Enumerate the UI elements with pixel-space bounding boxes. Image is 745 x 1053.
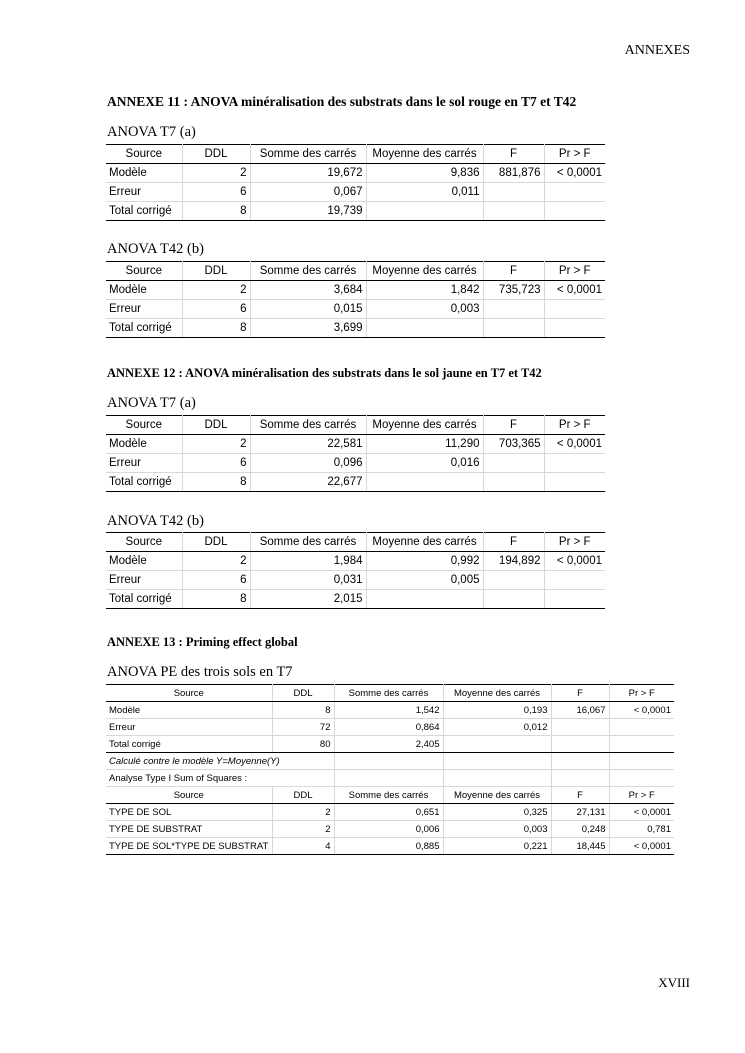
column-header: F — [551, 787, 609, 804]
column-header: F — [483, 145, 544, 164]
table-cell: 1,542 — [334, 702, 443, 719]
column-header: Source — [106, 262, 182, 281]
table-cell: TYPE DE SOL*TYPE DE SUBSTRAT — [106, 838, 272, 855]
column-header: DDL — [182, 262, 250, 281]
table-cell: 1,842 — [366, 281, 483, 300]
table-row — [106, 281, 605, 300]
column-header: Somme des carrés — [334, 685, 443, 702]
table-cell: 6 — [182, 300, 250, 319]
table-row — [106, 164, 605, 183]
table-cell: 80 — [272, 736, 334, 753]
table-cell — [483, 300, 544, 319]
table-row — [106, 435, 605, 454]
table-row — [106, 736, 674, 753]
table-row — [106, 753, 674, 770]
table-cell: 0,864 — [334, 719, 443, 736]
table-cell: 6 — [182, 571, 250, 590]
table-cell: < 0,0001 — [544, 164, 605, 183]
table-cell: 8 — [182, 590, 250, 609]
table-cell: 22,677 — [250, 473, 366, 492]
table-header-row — [106, 685, 674, 702]
table-cell — [366, 473, 483, 492]
column-header: Source — [106, 685, 272, 702]
table-row — [106, 719, 674, 736]
table-cell: 8 — [182, 319, 250, 338]
table-cell: TYPE DE SOL — [106, 804, 272, 821]
table-cell: 0,015 — [250, 300, 366, 319]
table-cell — [443, 753, 551, 770]
table-cell: Total corrigé — [106, 736, 272, 753]
table-cell: 0,651 — [334, 804, 443, 821]
column-header: DDL — [182, 533, 250, 552]
table-cell — [609, 753, 674, 770]
column-header: Somme des carrés — [250, 533, 366, 552]
column-header: Source — [106, 416, 182, 435]
table-cell — [483, 473, 544, 492]
table-cell: 3,684 — [250, 281, 366, 300]
table-cell: 19,739 — [250, 202, 366, 221]
table-cell: 19,672 — [250, 164, 366, 183]
table-cell: 194,892 — [483, 552, 544, 571]
table-row — [106, 473, 605, 492]
table-cell — [544, 319, 605, 338]
column-header: DDL — [182, 416, 250, 435]
table-cell: 0,003 — [443, 821, 551, 838]
table-cell: 8 — [272, 702, 334, 719]
annexe-12-table-a-title: ANOVA T7 (a) — [107, 395, 196, 411]
table-cell: 11,290 — [366, 435, 483, 454]
table-cell: 16,067 — [551, 702, 609, 719]
table-cell — [551, 770, 609, 787]
table-note: Analyse Type I Sum of Squares : — [106, 770, 334, 787]
table-cell: Modèle — [106, 281, 182, 300]
table-row — [106, 454, 605, 473]
table-cell — [334, 770, 443, 787]
column-header: Source — [106, 787, 272, 804]
column-header: F — [483, 262, 544, 281]
table-cell — [443, 736, 551, 753]
table-row — [106, 590, 605, 609]
table-cell — [551, 753, 609, 770]
table-cell: 3,699 — [250, 319, 366, 338]
table-cell: 2 — [272, 804, 334, 821]
table-cell: 0,193 — [443, 702, 551, 719]
table-cell: 0,031 — [250, 571, 366, 590]
table-cell: 0,012 — [443, 719, 551, 736]
table-cell — [483, 454, 544, 473]
table-cell: 72 — [272, 719, 334, 736]
table-cell — [551, 736, 609, 753]
table-row — [106, 552, 605, 571]
table-cell: Modèle — [106, 702, 272, 719]
column-header: F — [551, 685, 609, 702]
table-cell — [366, 202, 483, 221]
annexe-12-table-b-title: ANOVA T42 (b) — [107, 513, 204, 529]
table-cell: 0,005 — [366, 571, 483, 590]
table-cell: 2,015 — [250, 590, 366, 609]
table-cell — [483, 183, 544, 202]
table-cell — [544, 300, 605, 319]
table-cell: Total corrigé — [106, 590, 182, 609]
table-cell: < 0,0001 — [544, 552, 605, 571]
table-cell: < 0,0001 — [609, 702, 674, 719]
column-header: F — [483, 416, 544, 435]
annexe-13-heading: ANNEXE 13 : Priming effect global — [107, 635, 298, 649]
table-cell: 0,325 — [443, 804, 551, 821]
column-header: Somme des carrés — [250, 145, 366, 164]
table-cell: Modèle — [106, 552, 182, 571]
table-cell: < 0,0001 — [544, 435, 605, 454]
column-header: DDL — [272, 685, 334, 702]
table-cell: 0,248 — [551, 821, 609, 838]
column-header: Pr > F — [609, 685, 674, 702]
table-cell: Total corrigé — [106, 473, 182, 492]
table-cell: 27,131 — [551, 804, 609, 821]
table-cell — [544, 473, 605, 492]
table-row — [106, 183, 605, 202]
table-cell: 881,876 — [483, 164, 544, 183]
table-row — [106, 804, 674, 821]
annexe-11-heading: ANNEXE 11 : ANOVA minéralisation des substrats dans le sol rouge en T7 et T42 — [107, 94, 577, 109]
annexe-11-table-a — [106, 144, 605, 221]
table-cell: 2 — [272, 821, 334, 838]
table-cell: 0,003 — [366, 300, 483, 319]
table-cell — [609, 736, 674, 753]
column-header: Somme des carrés — [250, 416, 366, 435]
table-cell: 8 — [182, 202, 250, 221]
table-row — [106, 300, 605, 319]
table-cell: Modèle — [106, 164, 182, 183]
table-cell: 2 — [182, 281, 250, 300]
table-cell: < 0,0001 — [544, 281, 605, 300]
table-header-row — [106, 416, 605, 435]
column-header: Source — [106, 145, 182, 164]
table-cell — [366, 590, 483, 609]
table-cell — [366, 319, 483, 338]
table-cell — [483, 571, 544, 590]
table-header-row — [106, 787, 674, 804]
annexe-12-table-a — [106, 415, 605, 492]
table-cell: 0,067 — [250, 183, 366, 202]
column-header: Pr > F — [544, 533, 605, 552]
table-cell — [483, 202, 544, 221]
table-cell — [544, 202, 605, 221]
table-cell: 1,984 — [250, 552, 366, 571]
column-header: Somme des carrés — [334, 787, 443, 804]
table-note: Calculé contre le modèle Y=Moyenne(Y) — [106, 753, 334, 770]
table-cell: TYPE DE SUBSTRAT — [106, 821, 272, 838]
table-cell: Erreur — [106, 300, 182, 319]
table-cell — [544, 454, 605, 473]
table-cell: 703,365 — [483, 435, 544, 454]
table-row — [106, 202, 605, 221]
table-cell: Erreur — [106, 719, 272, 736]
column-header: DDL — [182, 145, 250, 164]
column-header: Pr > F — [544, 416, 605, 435]
table-cell: < 0,0001 — [609, 838, 674, 855]
table-row — [106, 838, 674, 855]
table-cell: 2,405 — [334, 736, 443, 753]
column-header: F — [483, 533, 544, 552]
table-cell: 0,885 — [334, 838, 443, 855]
table-cell: 2 — [182, 435, 250, 454]
table-cell — [483, 590, 544, 609]
column-header: Somme des carrés — [250, 262, 366, 281]
table-cell — [483, 319, 544, 338]
table-cell: 0,011 — [366, 183, 483, 202]
table-cell — [544, 183, 605, 202]
column-header: DDL — [272, 787, 334, 804]
annexe-12-heading: ANNEXE 12 : ANOVA minéralisation des substrats dans le sol jaune en T7 et T42 — [107, 366, 542, 380]
table-cell: 8 — [182, 473, 250, 492]
table-row — [106, 770, 674, 787]
table-row — [106, 702, 674, 719]
table-cell: 6 — [182, 454, 250, 473]
table-cell: 0,992 — [366, 552, 483, 571]
table-row — [106, 571, 605, 590]
table-row — [106, 319, 605, 338]
table-cell — [544, 590, 605, 609]
table-cell — [609, 770, 674, 787]
table-header-row — [106, 262, 605, 281]
table-cell: 22,581 — [250, 435, 366, 454]
annexe-11-table-b — [106, 261, 605, 338]
table-cell: 0,016 — [366, 454, 483, 473]
table-header-row — [106, 145, 605, 164]
column-header: Moyenne des carrés — [366, 262, 483, 281]
table-cell: < 0,0001 — [609, 804, 674, 821]
table-cell: 2 — [182, 552, 250, 571]
table-cell: 735,723 — [483, 281, 544, 300]
table-cell: 18,445 — [551, 838, 609, 855]
column-header: Moyenne des carrés — [443, 685, 551, 702]
table-cell — [551, 719, 609, 736]
page-number: XVIII — [658, 975, 690, 990]
table-cell: Modèle — [106, 435, 182, 454]
table-cell — [334, 753, 443, 770]
column-header: Moyenne des carrés — [443, 787, 551, 804]
column-header: Source — [106, 533, 182, 552]
table-cell: 0,006 — [334, 821, 443, 838]
table-cell — [443, 770, 551, 787]
table-row — [106, 821, 674, 838]
annexe-12-table-b — [106, 532, 605, 609]
table-header-row — [106, 533, 605, 552]
annexe-13-table — [106, 684, 674, 855]
page-header: ANNEXES — [624, 43, 690, 58]
table-cell: 0,096 — [250, 454, 366, 473]
column-header: Moyenne des carrés — [366, 416, 483, 435]
annexe-11-table-a-title: ANOVA T7 (a) — [107, 124, 196, 140]
table-cell — [609, 719, 674, 736]
annexe-13-title: ANOVA PE des trois sols en T7 — [107, 664, 293, 680]
table-cell: Erreur — [106, 183, 182, 202]
column-header: Moyenne des carrés — [366, 533, 483, 552]
table-cell: Total corrigé — [106, 319, 182, 338]
column-header: Pr > F — [544, 145, 605, 164]
table-cell: 2 — [182, 164, 250, 183]
table-cell: Erreur — [106, 571, 182, 590]
annexe-11-table-b-title: ANOVA T42 (b) — [107, 241, 204, 257]
table-cell: Erreur — [106, 454, 182, 473]
table-cell: 4 — [272, 838, 334, 855]
table-cell: 9,836 — [366, 164, 483, 183]
table-cell: 6 — [182, 183, 250, 202]
table-cell — [544, 571, 605, 590]
column-header: Pr > F — [609, 787, 674, 804]
table-cell: 0,221 — [443, 838, 551, 855]
column-header: Moyenne des carrés — [366, 145, 483, 164]
table-cell: 0,781 — [609, 821, 674, 838]
column-header: Pr > F — [544, 262, 605, 281]
table-cell: Total corrigé — [106, 202, 182, 221]
